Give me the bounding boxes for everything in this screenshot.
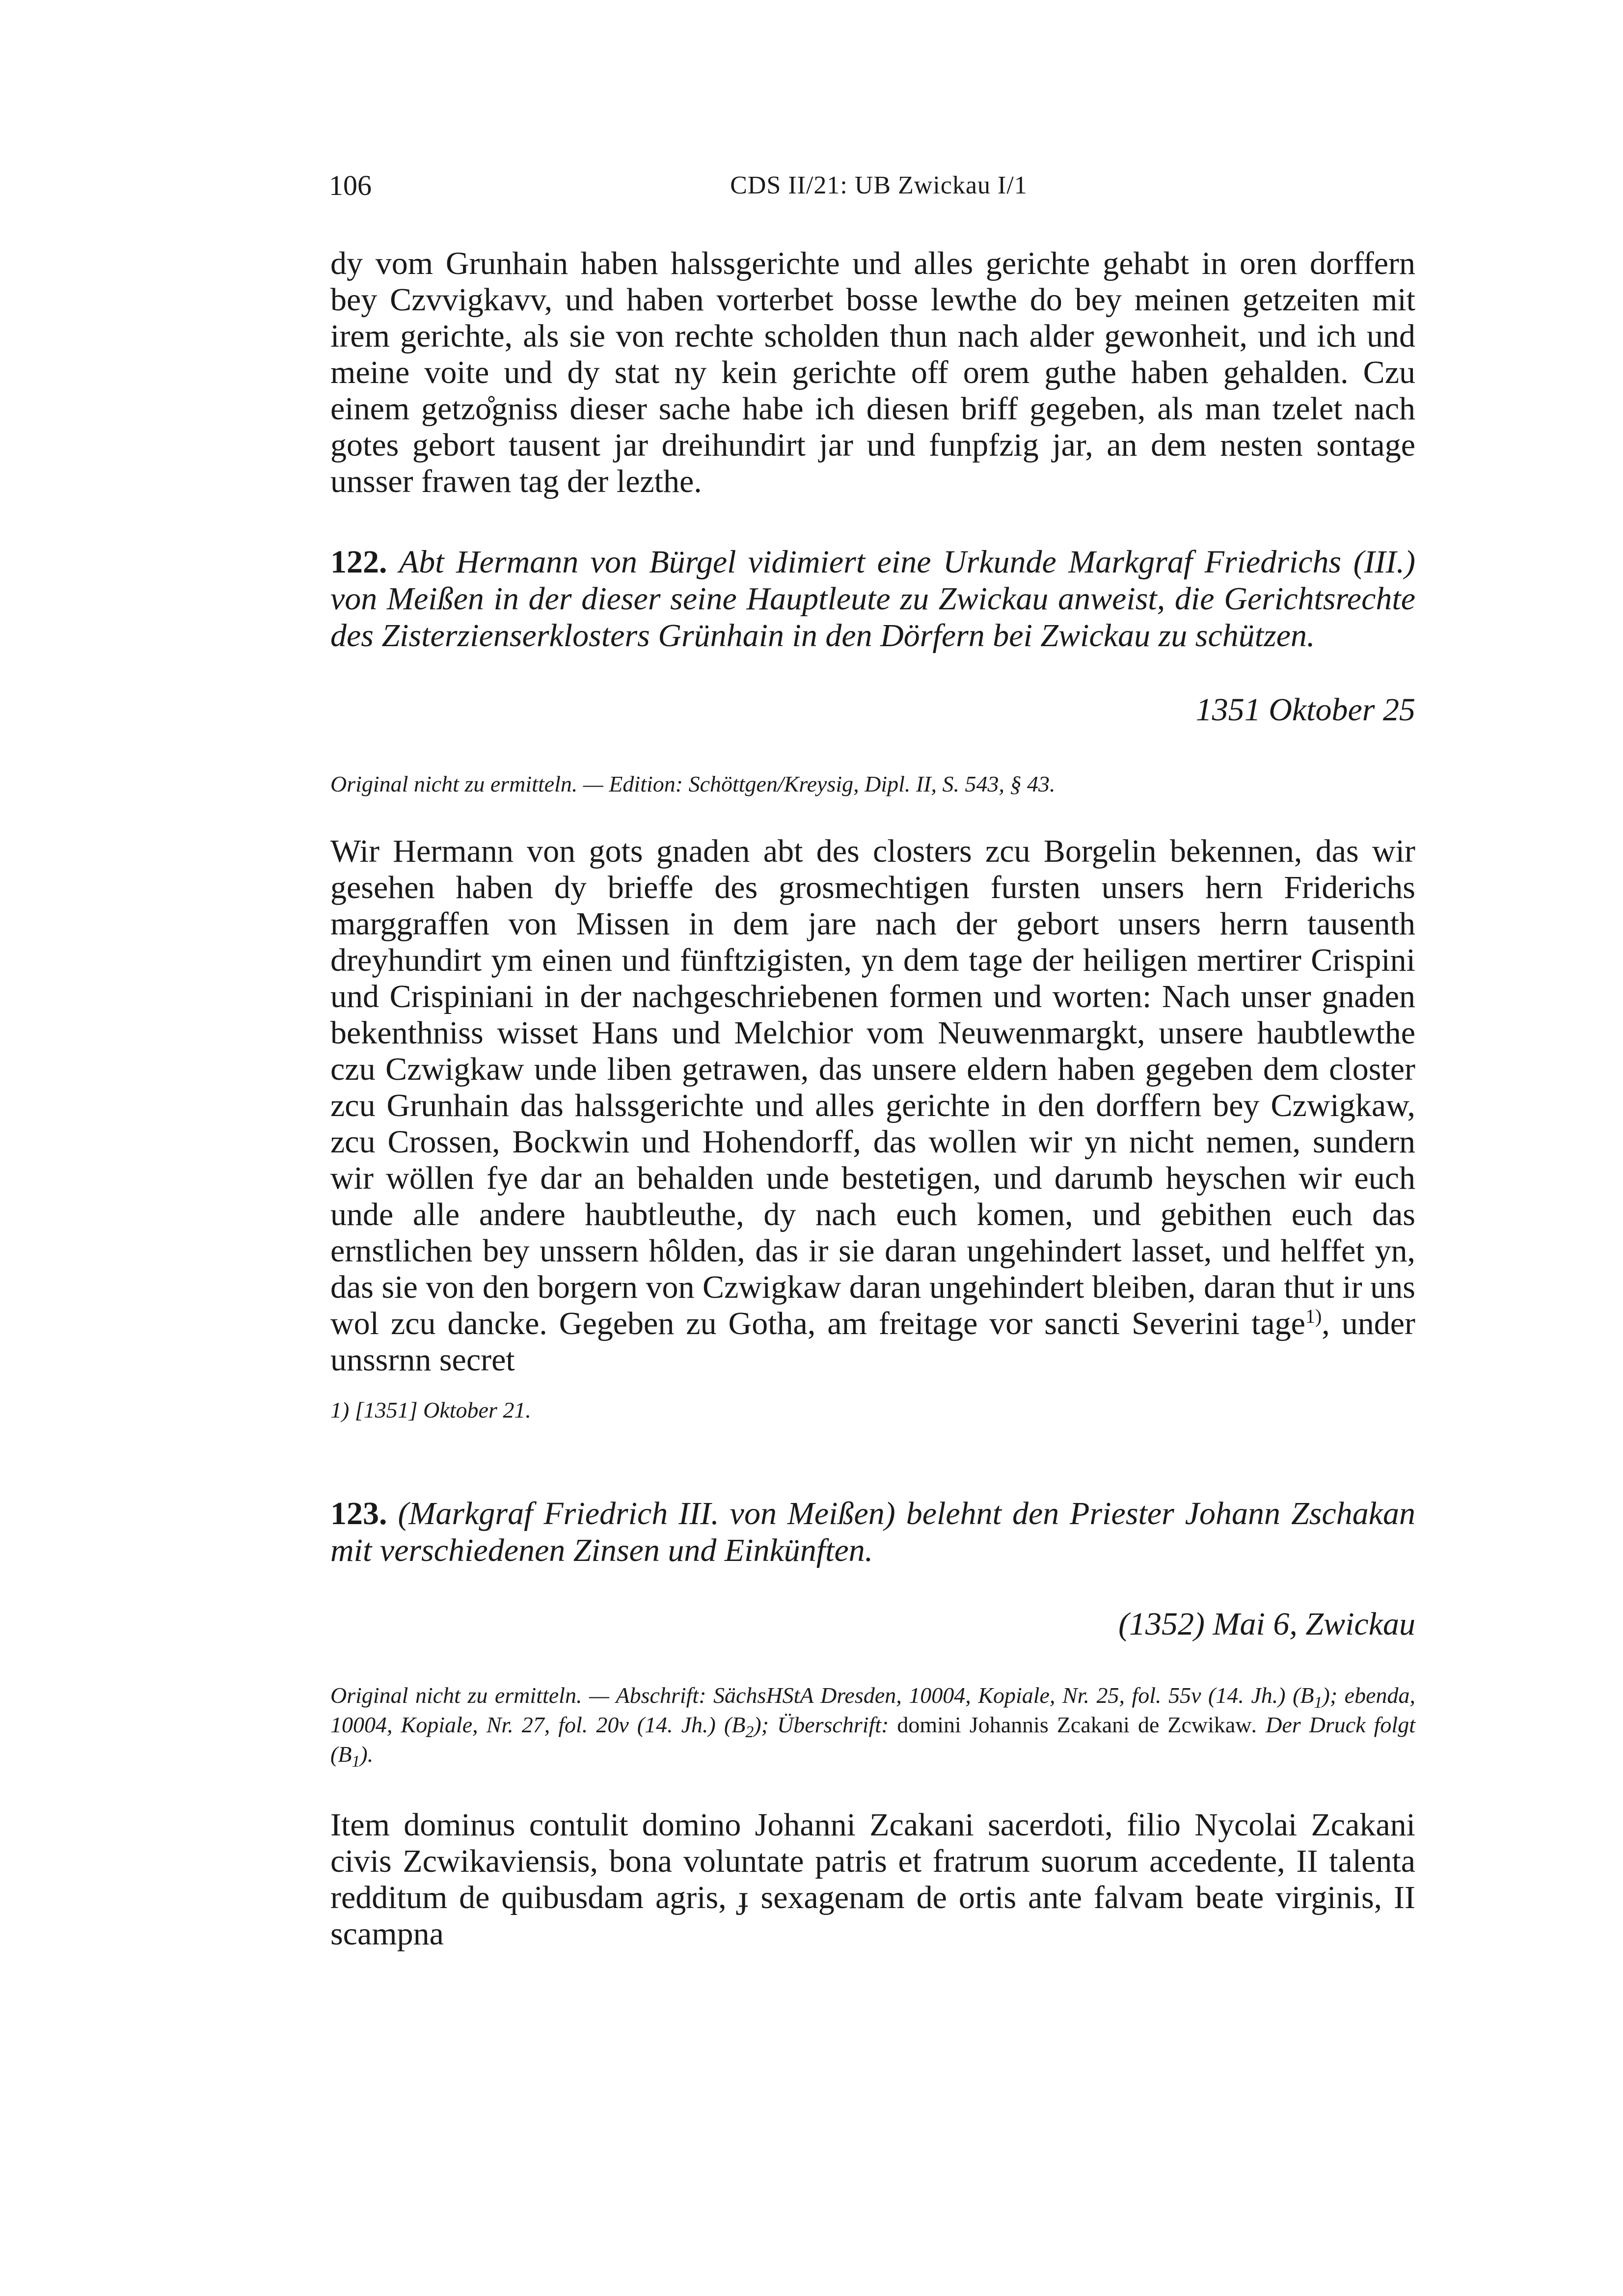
source-note-text: Original nicht zu ermitteln. — Edition: Schöttgen/Kreysig, Dipl. II, S. 543, § 43. [330, 771, 1055, 796]
entry-123-date: (1352) Mai 6, Zwickau [1118, 1606, 1415, 1642]
entry-122-summary: Abt Hermann von Bürgel vidimiert eine Urkunde Markgraf Friedrichs (III.) von Meißen in der dieser seine Hauptleute zu Zwickau anweist, die Gerichtsrechte des Zisterzienserklosters Grünhain in den Dörfern bei Zwickau zu schützen. [330, 544, 1416, 654]
source-note-part: . Der Druck folgt (B [330, 1712, 1415, 1767]
entry-123-number: 123. [330, 1496, 387, 1531]
running-head: CDS II/21: UB Zwickau I/1 [730, 171, 1028, 199]
entry-123-source-note [330, 1681, 1415, 1769]
source-note-heading-quote: domini Johannis Zcakani de Zcwikaw [897, 1712, 1252, 1737]
entry-122-text [330, 833, 1415, 1378]
entry-122-source-note [330, 769, 1415, 799]
page-number: 106 [329, 169, 372, 201]
footnote-1: 1) [1351] Oktober 21. [330, 1397, 531, 1422]
source-note-part: ). [360, 1742, 374, 1767]
source-note-sub: 2 [745, 1723, 754, 1742]
source-note-sub: 1 [1314, 1694, 1323, 1712]
entry-122-heading [330, 544, 1415, 654]
source-note-part: Original nicht zu ermitteln. — Abschrift: SächsHStA Dresden, 10004, Kopiale, Nr. 25, fol. 55v (14. Jh.) (B [330, 1683, 1314, 1708]
source-note-sub: 1 [352, 1752, 360, 1771]
source-note-part: ); Überschrift: [754, 1712, 897, 1737]
entry-123-text: Item dominus contulit domino Johanni Zcakani sacerdoti, filio Nycolai Zcakani civis Zcwikaviensis, bona voluntate patris et fratrum suorum accedente, II talenta redditum de quibusdam agris, ɟ sexagenam de ortis ante falvam beate virginis, II scampna [330, 1807, 1415, 1952]
entry-123-summary: (Markgraf Friedrich III. von Meißen) belehnt den Priester Johann Zschakan mit verschiedenen Zinsen und Einkünften. [330, 1496, 1415, 1568]
continuation-paragraph: dy vom Grunhain haben halssgerichte und alles gerichte gehabt in oren dorffern bey Czvvigkavv, und haben vorterbet bosse lewthe do bey meinen getzeiten mit irem gerichte, als sie von rechte scholden thun nach alder gewonheit, und ich und meine voite und dy stat ny kein gerichte off orem guthe haben gehalden. Czu einem getzo̊gniss dieser sache habe ich diesen briff gegeben, als man tzelet nach gotes gebort tausent jar dreihundirt jar und funpfzig jar, an dem nesten sontage unsser frawen tag der lezthe. [330, 246, 1415, 499]
source-note-part: ); ebenda, 10004, Kopiale, Nr. 27, fol. 20v (14. Jh.) (B [330, 1683, 1415, 1737]
entry-122-body: Wir Hermann von gots gnaden abt des closters zcu Borgelin bekennen, das wir gesehen haben dy brieffe des grosmechtigen fursten unsers hern Friderichs marggraffen von Missen in dem jare nach der gebort unsers herrn tausenth dreyhundirt ym einen und fünftzigisten, yn dem tage der heiligen mertirer Crispini und Crispiniani in der nachgeschriebenen formen und worten: Nach unser gnaden bekenthniss wisset Hans und Melchior vom Neuwenmargkt, unsere haubtlewthe czu Czwigkaw unde liben getrawen, das unsere eldern haben gegeben dem closter zcu Grunhain das halssgerichte und alles gerichte in den dorffern bey Czwigkaw, zcu Crossen, Bockwin und Hohendorff, das wollen wir yn nicht nemen, sundern wir wöllen fye dar an behalden unde bestetigen, und darumb heyschen wir euch unde alle andere haubtleuthe, dy nach euch komen, und gebithen euch das ernstlichen bey unssern hôlden, das ir sie daran ungehindert lasset, und helffet yn, das sie von den borgern von Czwigkaw daran ungehindert bleiben, daran thut ir uns wol zcu dancke. Gegeben zu Gotha, am freitage vor sancti Severini tage [330, 833, 1415, 1341]
entry-123-heading [330, 1495, 1415, 1569]
page-header [329, 166, 1429, 205]
entry-122-number: 122. [330, 544, 387, 580]
footnote-reference: 1) [1305, 1305, 1322, 1327]
entry-122-date: 1351 Oktober 25 [1195, 692, 1415, 728]
entry-122-body-end: , under unssrnn secret [330, 1306, 1415, 1378]
